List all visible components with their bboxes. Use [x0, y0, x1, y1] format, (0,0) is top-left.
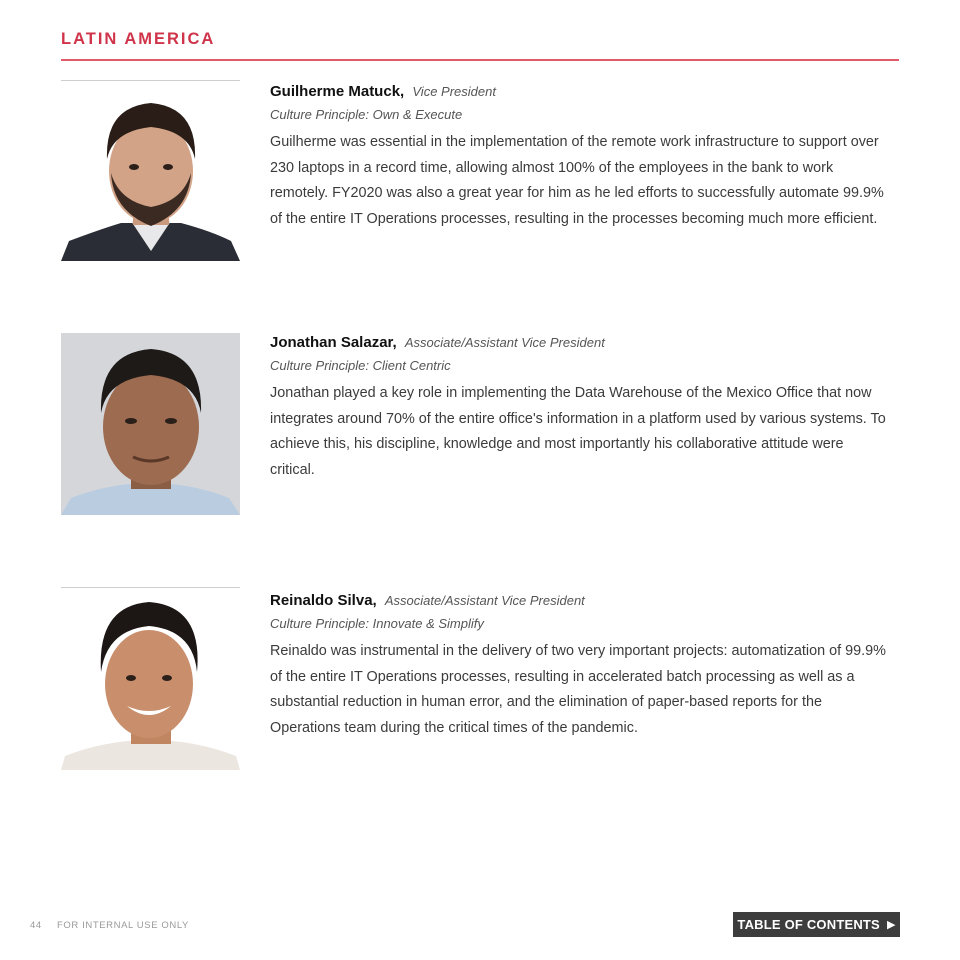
person-name: Reinaldo Silva, [270, 592, 377, 609]
name-line [270, 82, 892, 102]
footer-notice [30, 920, 189, 931]
name-line [270, 591, 892, 611]
person-bio: Reinaldo was instrumental in the delivery of two very important projects: automatization of 99.9% of the entire IT Operations processes, resulting in accelerated batch processing as well as a substantial reduction in human error, and the elimination of paper-based reports for the Operations team during the critical times of the pandemic. [270, 643, 886, 736]
profile-text [270, 82, 892, 232]
section-title: LATIN AMERICA [61, 30, 216, 48]
person-bio: Guilherme was essential in the implementation of the remote work infrastructure to support over 230 laptops in a record time, allowing almost 100% of the employees in the bank to work remotely. FY2020 was also a great year for him as he led efforts to successfully automate 99.9% of the entire IT Operations processes, resulting in the processes becoming much more efficient. [270, 134, 884, 227]
page-number: 44 [30, 920, 42, 931]
person-name: Jonathan Salazar, [270, 334, 397, 351]
profile-photo-frame [61, 333, 240, 515]
profile-photo-frame [61, 587, 240, 770]
table-of-contents-button[interactable] [733, 912, 900, 937]
name-line [270, 333, 892, 353]
profile-text [270, 333, 892, 483]
profile-photo-frame [61, 80, 240, 261]
person-name: Guilherme Matuck, [270, 83, 405, 100]
person-title: Associate/Assistant Vice President [384, 593, 585, 608]
toc-label: TABLE OF CONTENTS [737, 917, 880, 932]
play-arrow-icon: ▶ [886, 919, 896, 931]
culture-principle: Culture Principle: Own & Execute [270, 107, 463, 122]
person-bio: Jonathan played a key role in implementing the Data Warehouse of the Mexico Office that now integrates around 70% of the entire office's information in a platform used by various systems. To achieve this, his discipline, knowledge and most importantly his collaborative attitude were critical. [270, 385, 886, 478]
profile-text [270, 591, 892, 741]
profile-photo [61, 333, 240, 515]
profile-photo [61, 588, 240, 770]
person-title: Associate/Assistant Vice President [404, 335, 605, 350]
person-title: Vice President [412, 84, 496, 99]
internal-use-label: FOR INTERNAL USE ONLY [57, 920, 189, 931]
profile-photo [61, 81, 240, 261]
culture-principle: Culture Principle: Innovate & Simplify [270, 616, 484, 631]
culture-principle: Culture Principle: Client Centric [270, 358, 451, 373]
section-divider [61, 59, 899, 61]
